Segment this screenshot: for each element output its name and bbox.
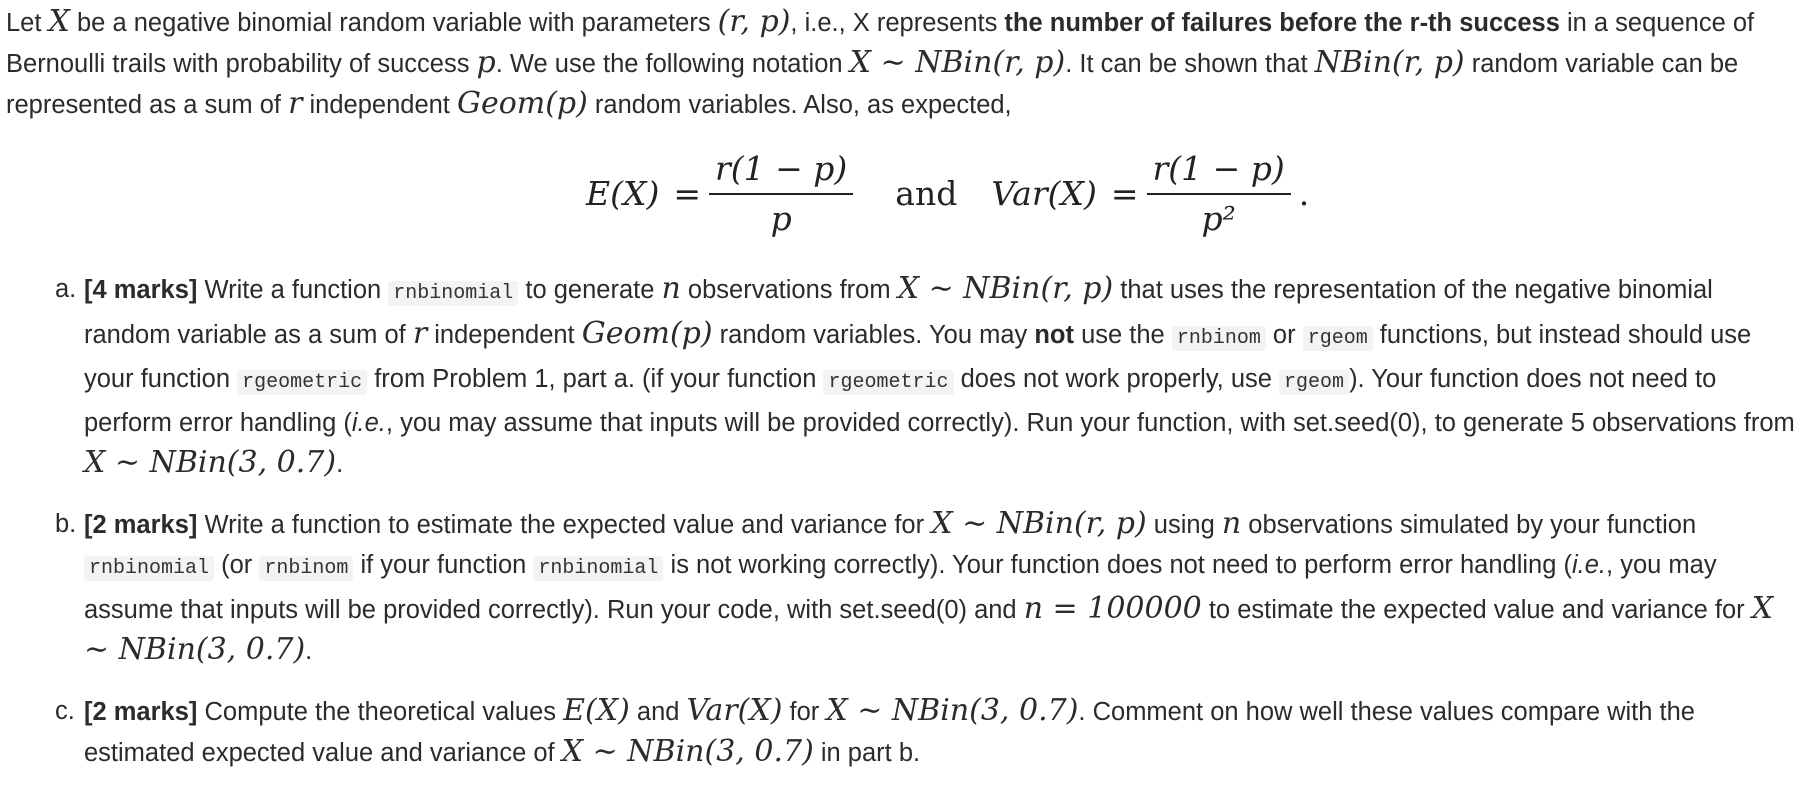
italic-ie: i.e. [1572, 551, 1607, 579]
item-text: and [629, 698, 687, 726]
math-p: p [476, 45, 496, 80]
code-rnbinomial: rnbinomial [388, 281, 518, 306]
marks-label: [2 marks] [84, 511, 198, 539]
intro-text: , i.e., X represents [790, 9, 1005, 37]
marks-label: [4 marks] [84, 276, 198, 304]
math-expr: n = 100000 [1023, 591, 1202, 626]
math-expr: X ∼ NBin(3, 0.7) [561, 734, 814, 769]
intro-paragraph [6, 0, 1806, 125]
code-rnbinomial: rnbinomial [84, 556, 214, 581]
item-text: functions, but instead should use your function [84, 321, 1752, 393]
formula-equals: = [1110, 174, 1139, 213]
math-n: n [661, 271, 681, 306]
math-nbin: NBin(r, p) [1314, 45, 1465, 80]
item-text: Write a function to estimate the expected value and variance for [197, 511, 932, 539]
code-rnbinom: rnbinom [259, 556, 353, 581]
question-item-a [6, 269, 1806, 484]
code-rgeometric: rgeometric [823, 370, 953, 395]
fraction-denominator: p [770, 199, 792, 238]
math-expr: X ∼ NBin(r, p) [931, 506, 1147, 541]
math-expr: X ∼ NBin(3, 0.7) [826, 693, 1079, 728]
formula-and: and [895, 174, 958, 213]
item-text: to generate [518, 276, 662, 304]
item-text: from Problem 1, part a. (if your function [367, 365, 824, 393]
item-text: . [336, 450, 344, 478]
intro-text: . We use the following notation [495, 50, 850, 78]
code-rgeom: rgeom [1303, 326, 1373, 351]
math-r: r [288, 86, 303, 121]
intro-text: be a negative binomial random variable with parameters [69, 9, 718, 37]
intro-text: random variables. Also, as expected, [587, 91, 1012, 119]
item-text: in part b. [813, 739, 921, 767]
bold-definition: the number of failures before the r-th success [1004, 9, 1560, 37]
item-text: independent [427, 321, 582, 349]
item-text: that uses the representation of the negative binomial random variable as a sum of [84, 276, 1713, 349]
item-text: observations simulated by your function [1241, 511, 1697, 539]
formula-period: . [1298, 174, 1310, 213]
item-text: . [305, 637, 313, 665]
item-marker: a. [55, 275, 77, 303]
code-rgeom: rgeom [1279, 370, 1349, 395]
formula-row [586, 139, 1309, 249]
item-text: , you may assume that inputs will be provided correctly). Run your function, with set.seed(0), to generate 5 observations from [385, 409, 1795, 437]
item-text: use the [1074, 321, 1172, 349]
item-text: Write a function [197, 276, 389, 304]
item-text: does not work properly, use [953, 365, 1280, 393]
math-params: (r, p) [717, 4, 791, 39]
item-text: Compute the theoretical values [197, 698, 564, 726]
formula-var: Var(X) [991, 174, 1097, 213]
fraction-mean [709, 149, 853, 239]
item-text: random variables. You may [712, 321, 1035, 349]
code-rnbinom: rnbinom [1172, 326, 1266, 351]
question-item-b [6, 504, 1806, 671]
formula-ex: E(X) [586, 174, 660, 213]
item-text: for [782, 698, 827, 726]
math-geom: Geom(p) [581, 316, 713, 351]
math-r: r [412, 316, 428, 351]
item-text: or [1265, 321, 1303, 349]
item-text: ). Your function does not need to perform error handling ( [84, 365, 1717, 437]
display-formula [6, 129, 1806, 269]
item-text: is not working correctly). Your function does not need to perform error handling ( [663, 551, 1572, 579]
item-text: if your function [353, 551, 534, 579]
math-expr: X ∼ NBin(3, 0.7) [84, 445, 337, 480]
code-rgeometric: rgeometric [237, 370, 367, 395]
math-expr: E(X) [563, 693, 630, 728]
item-text: using [1146, 511, 1222, 539]
formula-equals: = [673, 174, 701, 213]
math-expr: X ∼ NBin(r, p) [897, 271, 1114, 306]
question-item-c [6, 691, 1806, 773]
item-text: observations from [680, 276, 898, 304]
code-rnbinomial: rnbinomial [533, 556, 663, 581]
item-text: , you may assume that inputs will be provided correctly). Run your code, with set.seed(0) and [84, 551, 1717, 624]
fraction-denominator: p² [1201, 199, 1236, 238]
italic-ie: i.e. [351, 409, 386, 437]
item-text: (or [214, 551, 260, 579]
fraction-numerator: r(1 − p) [715, 149, 848, 188]
item-text: . Comment on how well these values compare with the estimated expected value and variance of [84, 698, 1695, 767]
math-expr: X ∼ NBin(3, 0.7) [84, 591, 1774, 667]
intro-text: . It can be shown that [1065, 50, 1315, 78]
item-marker: b. [55, 510, 77, 538]
fraction-numerator: r(1 − p) [1152, 149, 1285, 188]
fraction-variance [1147, 149, 1291, 239]
question-list [6, 269, 1806, 773]
math-n: n [1221, 506, 1242, 541]
problem-document [6, 0, 1806, 793]
intro-text: Let [6, 9, 49, 37]
math-x: X [48, 4, 70, 39]
intro-text: independent [302, 91, 457, 119]
math-geom: Geom(p) [456, 86, 588, 121]
intro-text: random variable can be represented as a sum of [6, 50, 1739, 119]
item-text: to estimate the expected value and variance for [1201, 596, 1752, 624]
math-notation: X ∼ NBin(r, p) [849, 45, 1066, 80]
marks-label: [2 marks] [84, 698, 198, 726]
math-expr: Var(X) [686, 693, 783, 728]
bold-not: not [1034, 321, 1074, 349]
item-marker: c. [55, 697, 75, 725]
intro-text: in a sequence of Bernoulli trails with probability of success [6, 9, 1755, 78]
